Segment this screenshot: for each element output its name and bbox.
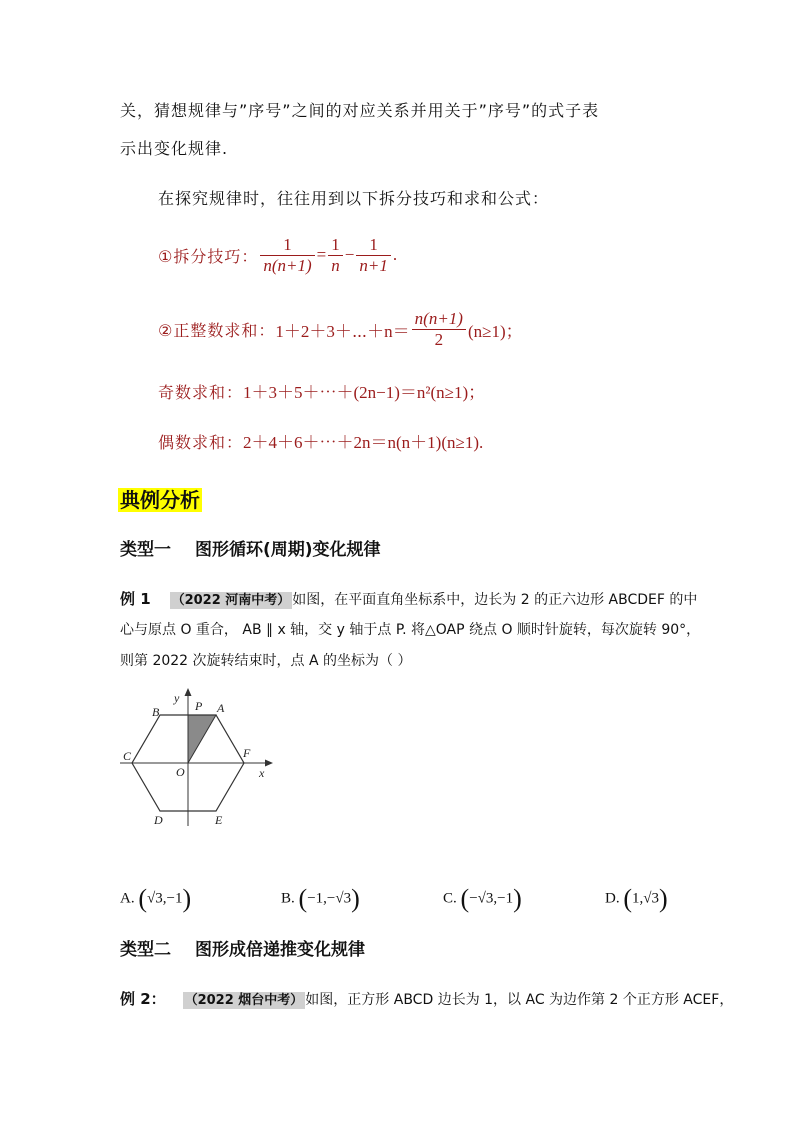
minus-sign: − bbox=[344, 245, 355, 264]
example1-source-tag: （2022 河南中考） bbox=[171, 593, 291, 608]
tips-intro: 在探究规律时，往往用到以下拆分技巧和求和公式： bbox=[158, 189, 550, 208]
choice-b-letter: B. bbox=[281, 890, 295, 907]
choice-c[interactable]: C. (−√3,−1) bbox=[443, 884, 522, 913]
even-sum-formula bbox=[158, 428, 483, 453]
type1-number: 类型一 bbox=[120, 540, 171, 560]
even-sum-expr: 2＋4＋6＋⋯＋2n＝n(n＋1)(n≥1). bbox=[243, 433, 484, 452]
fraction-1-numerator: 1 bbox=[260, 235, 314, 256]
int-sum-condition: (n≥1)； bbox=[467, 321, 523, 341]
fraction-3-numerator: 1 bbox=[356, 235, 390, 256]
odd-sum-label: 奇数求和： bbox=[158, 383, 244, 402]
choice-d-letter: D. bbox=[605, 890, 620, 907]
label-e: E bbox=[215, 813, 223, 827]
choice-b[interactable]: B. (−1,−√3) bbox=[281, 884, 360, 913]
example2-source-tag: （2022 烟台中考） bbox=[184, 993, 304, 1008]
fraction-1 bbox=[260, 235, 314, 276]
int-sum-denominator: 2 bbox=[434, 329, 444, 349]
example2-line-1 bbox=[120, 988, 733, 1009]
choice-d[interactable]: D. (1,√3) bbox=[605, 884, 668, 913]
int-sum-label: ②正整数求和： bbox=[158, 320, 276, 340]
example1-text-1: 如图，在平面直角坐标系中，边长为 2 的正六边形 ABCDEF 的中 bbox=[292, 592, 698, 608]
type1-title: 图形循环(周期)变化规律 bbox=[195, 540, 381, 560]
choice-a[interactable]: A. (√3,−1) bbox=[120, 884, 192, 913]
int-sum-fraction bbox=[412, 309, 466, 350]
example1-line-3: 则第 2022 次旋转结束时，点 A 的坐标为（ ） bbox=[120, 653, 412, 669]
choice-c-letter: C. bbox=[443, 890, 457, 907]
example2-label: 例 2： bbox=[120, 990, 166, 1008]
hexagon-figure bbox=[115, 684, 280, 829]
triangle-oap bbox=[188, 715, 216, 763]
choice-a-letter: A. bbox=[120, 890, 135, 907]
fraction-1-denominator: n(n+1) bbox=[263, 255, 312, 275]
int-sum-numerator: n(n+1) bbox=[412, 309, 466, 330]
label-o: O bbox=[176, 765, 185, 779]
integer-sum-formula bbox=[158, 306, 523, 352]
fraction-2 bbox=[328, 235, 343, 276]
odd-sum-expr: 1＋3＋5＋⋯＋(2n−1)＝n²(n≥1)； bbox=[243, 383, 486, 402]
type2-heading bbox=[120, 935, 365, 960]
even-sum-label: 偶数求和： bbox=[158, 433, 244, 452]
choice-b-value: −1,−√3 bbox=[307, 890, 352, 907]
label-p: P bbox=[195, 699, 203, 713]
label-f: F bbox=[243, 746, 251, 760]
label-d: D bbox=[154, 813, 163, 827]
label-a: A bbox=[217, 701, 225, 715]
split-formula bbox=[158, 232, 397, 278]
choice-d-value: 1,√3 bbox=[632, 890, 659, 907]
split-label: ①拆分技巧： bbox=[158, 246, 259, 266]
type2-number: 类型二 bbox=[120, 940, 171, 960]
section-title bbox=[118, 484, 202, 513]
label-b: B bbox=[152, 705, 160, 719]
intro-line-2: 示出变化规律. bbox=[120, 139, 229, 158]
fraction-2-denominator: n bbox=[331, 255, 340, 275]
type2-title: 图形成倍递推变化规律 bbox=[195, 940, 365, 960]
fraction-3-denominator: n+1 bbox=[359, 255, 388, 275]
y-axis-arrow bbox=[185, 688, 192, 696]
fraction-2-numerator: 1 bbox=[328, 235, 343, 256]
label-y: y bbox=[174, 691, 180, 705]
odd-sum-formula bbox=[158, 378, 485, 403]
fraction-3 bbox=[356, 235, 390, 276]
example1-line-1 bbox=[120, 588, 697, 609]
equals-sign: = bbox=[316, 245, 327, 264]
example1-line-2: 心与原点 O 重合， AB ∥ x 轴，交 y 轴于点 P. 将△OAP 绕点 O 顺时针旋转，每次旋转 90°， bbox=[120, 622, 701, 638]
label-c: C bbox=[123, 749, 132, 763]
period: . bbox=[392, 245, 398, 264]
intro-line-1: 关，猜想规律与”序号”之间的对应关系并用关于”序号”的式子表 bbox=[120, 101, 600, 120]
choice-c-value: −√3,−1 bbox=[469, 890, 514, 907]
example1-label: 例 1 bbox=[120, 590, 151, 608]
type1-heading bbox=[120, 535, 381, 560]
x-axis-arrow bbox=[265, 760, 273, 767]
int-sum-lhs: 1＋2＋3＋⋯＋n＝ bbox=[275, 321, 410, 341]
example2-text: 如图，正方形 ABCD 边长为 1，以 AC 为边作第 2 个正方形 ACEF， bbox=[305, 992, 734, 1008]
label-x: x bbox=[259, 766, 265, 780]
section-title-text: 典例分析 bbox=[120, 488, 200, 512]
choice-a-value: √3,−1 bbox=[147, 890, 183, 907]
